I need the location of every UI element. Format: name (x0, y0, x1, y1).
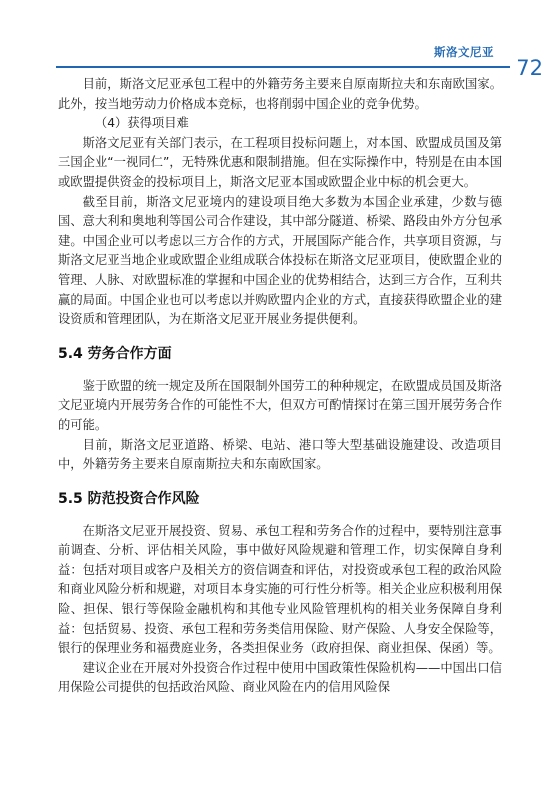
subheading-project-difficulty: （4）获得项目难 (94, 116, 189, 131)
running-header-title: 斯洛文尼亚 (434, 45, 494, 59)
page-number: 72 (516, 56, 543, 80)
page-body (58, 75, 502, 698)
paragraph-insurance-advice: 建议企业在开展对外投资合作过程中使用中国政策性保险机构——中国出口信用保险公司提供的包括政治风险、商业风险在内的信用风险保 (58, 660, 502, 695)
paragraph-infrastructure-labor: 目前，斯洛文尼亚道路、桥梁、电站、港口等大型基础设施建设、改造项目中，外籍劳务主要来自原南斯拉夫和东南欧国家。 (58, 437, 502, 472)
paragraph-risk-management: 在斯洛文尼亚开展投资、贸易、承包工程和劳务合作的过程中，要特别注意事前调查、分析、评估相关风险，事中做好风险规避和管理工作，切实保障自身利益：包括对项目或客户及相关方的资信调查和评估，对投资或承包工程的政治风险和商业风险分析和规避，对项目本身实施的可行性分析等。相关企业应积极利用保险、担保、银行等保险金融机构和其他专业风险管理机构的相关业务保障自身利益：包括贸易、投资、承包工程和劳务类信用保险、财产保险、人身安全保险等，银行的保理业务和福费庭业务，各类担保业务（政府担保、商业担保、保函）等。 (58, 523, 502, 656)
paragraph-eu-labor-rules: 鉴于欧盟的统一规定及所在国限制外国劳工的种种规定，在欧盟成员国及斯洛文尼亚境内开展劳务合作的可能性不大，但双方可酌情探讨在第三国开展劳务合作的可能。 (58, 378, 502, 432)
paragraph-project-cooperation: 截至目前，斯洛文尼亚境内的建设项目绝大多数为本国企业承建，少数与德国、意大利和奥地利等国公司合作建设，其中部分隧道、桥梁、路段由外方分包承建。中国企业可以考虑以三方合作的方式，开展国际产能合作，共享项目资源，与斯洛文尼亚当地企业或欧盟企业组成联合体投标在斯洛文尼亚项目，使欧盟企业的管理、人脉、对欧盟标准的掌握和中国企业的优势相结合，达到三方合作，互利共赢的局面。中国企业也可以考虑以并购欧盟内企业的方式，直接获得欧盟企业的建设资质和管理团队，为在斯洛文尼亚开展业务提供便利。 (58, 194, 502, 327)
header-rule (56, 66, 510, 68)
paragraph-tender-policy: 斯洛文尼亚有关部门表示，在工程项目投标问题上，对本国、欧盟成员国及第三国企业“一视同仁”，无特殊优惠和限制措施。但在实际操作中，特别是在由本国或欧盟提供资金的投标项目上，斯洛文尼亚本国或欧盟企业中标的机会更大。 (58, 135, 502, 189)
section-heading-5-5: 5.5 防范投资合作风险 (58, 490, 200, 507)
paragraph-labor-source: 目前，斯洛文尼亚承包工程中的外籍劳务主要来自原南斯拉夫和东南欧国家。此外，按当地劳动力价格成本竞标，也将削弱中国企业的竞争优势。 (58, 77, 502, 111)
section-heading-5-4: 5.4 劳务合作方面 (58, 345, 172, 362)
